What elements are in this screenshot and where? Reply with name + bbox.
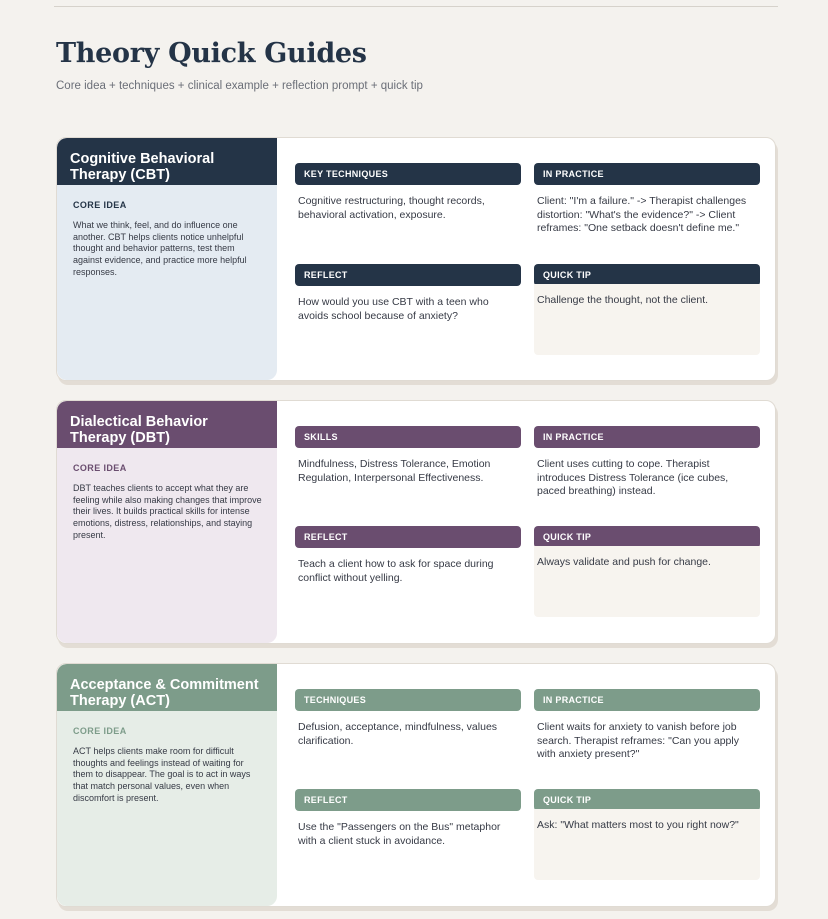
techniques-text: Defusion, acceptance, mindfulness, values clarification. (298, 721, 498, 747)
core-idea-text: DBT teaches clients to accept what they are feeling while also making changes that improve their lives. It builds practical skills for intense emotions, distress, relationships, and staying present. (73, 483, 262, 540)
reflect-label: REFLECT (295, 526, 521, 548)
practice-label: IN PRACTICE (534, 163, 760, 185)
skills-box (295, 426, 521, 485)
quick-tip-box (534, 264, 760, 355)
core-idea-label: CORE IDEA (73, 726, 127, 736)
practice-text: Client: "I'm a failure." -> Therapist challenges distortion: "What's the evidence?" -> Client reframes: "One setback doesn't define me." (537, 195, 747, 234)
skills-text: Mindfulness, Distress Tolerance, Emotion Regulation, Interpersonal Effectiveness. (298, 458, 491, 484)
techniques-label: TECHNIQUES (295, 689, 521, 711)
top-divider (54, 6, 778, 7)
quick-tip-label: QUICK TIP (534, 789, 760, 811)
reflect-text: Use the "Passengers on the Bus" metaphor with a client stuck in avoidance. (298, 821, 501, 847)
techniques-box (295, 163, 521, 222)
theory-card-act (56, 663, 776, 907)
techniques-text: Cognitive restructuring, thought records, behavioral activation, exposure. (298, 195, 485, 221)
quick-tip-label: QUICK TIP (534, 264, 760, 286)
practice-box (534, 163, 760, 236)
theory-card-cbt (56, 137, 776, 381)
reflect-box (295, 789, 521, 848)
skills-label: SKILLS (295, 426, 521, 448)
reflect-label: REFLECT (295, 264, 521, 286)
reflect-text: Teach a client how to ask for space during conflict without yelling. (298, 558, 494, 584)
reflect-text: How would you use CBT with a teen who avoids school because of anxiety? (298, 296, 489, 322)
reflect-box (295, 526, 521, 585)
theory-card-dbt (56, 400, 776, 644)
practice-label: IN PRACTICE (534, 426, 760, 448)
theory-title: Acceptance & Commitment Therapy (ACT) (57, 664, 277, 711)
practice-box (534, 426, 760, 499)
reflect-label: REFLECT (295, 789, 521, 811)
core-idea-label: CORE IDEA (73, 463, 127, 473)
theory-title: Cognitive Behavioral Therapy (CBT) (57, 138, 277, 185)
techniques-label: KEY TECHNIQUES (295, 163, 521, 185)
page-title: Theory Quick Guides (56, 38, 367, 69)
quick-tip-box (534, 789, 760, 880)
practice-box (534, 689, 760, 762)
quick-tip-text: Always validate and push for change. (534, 546, 760, 617)
quick-tip-text: Ask: "What matters most to you right now?" (534, 809, 760, 880)
core-idea-text: What we think, feel, and do influence one another. CBT helps clients notice unhelpful thought and behavior patterns, test them against evidence, and practice more helpful responses. (73, 220, 247, 277)
reflect-box (295, 264, 521, 323)
quick-tip-text: Challenge the thought, not the client. (534, 284, 760, 355)
practice-label: IN PRACTICE (534, 689, 760, 711)
core-idea-text: ACT helps clients make room for difficult thoughts and feelings instead of waiting for them to disappear. The goal is to act in ways that match personal values, even when discomfort is present. (73, 746, 251, 803)
practice-text: Client uses cutting to cope. Therapist introduces Distress Tolerance (ice cubes, paced breathing) instead. (537, 458, 729, 497)
practice-text: Client waits for anxiety to vanish before job search. Therapist reframes: "Can you apply with anxiety present?" (537, 721, 739, 760)
page-subtitle: Core idea + techniques + clinical example + reflection prompt + quick tip (56, 80, 423, 92)
core-idea-label: CORE IDEA (73, 200, 127, 210)
theory-title: Dialectical Behavior Therapy (DBT) (57, 401, 277, 448)
quick-tip-box (534, 526, 760, 617)
quick-tip-label: QUICK TIP (534, 526, 760, 548)
techniques-box (295, 689, 521, 748)
